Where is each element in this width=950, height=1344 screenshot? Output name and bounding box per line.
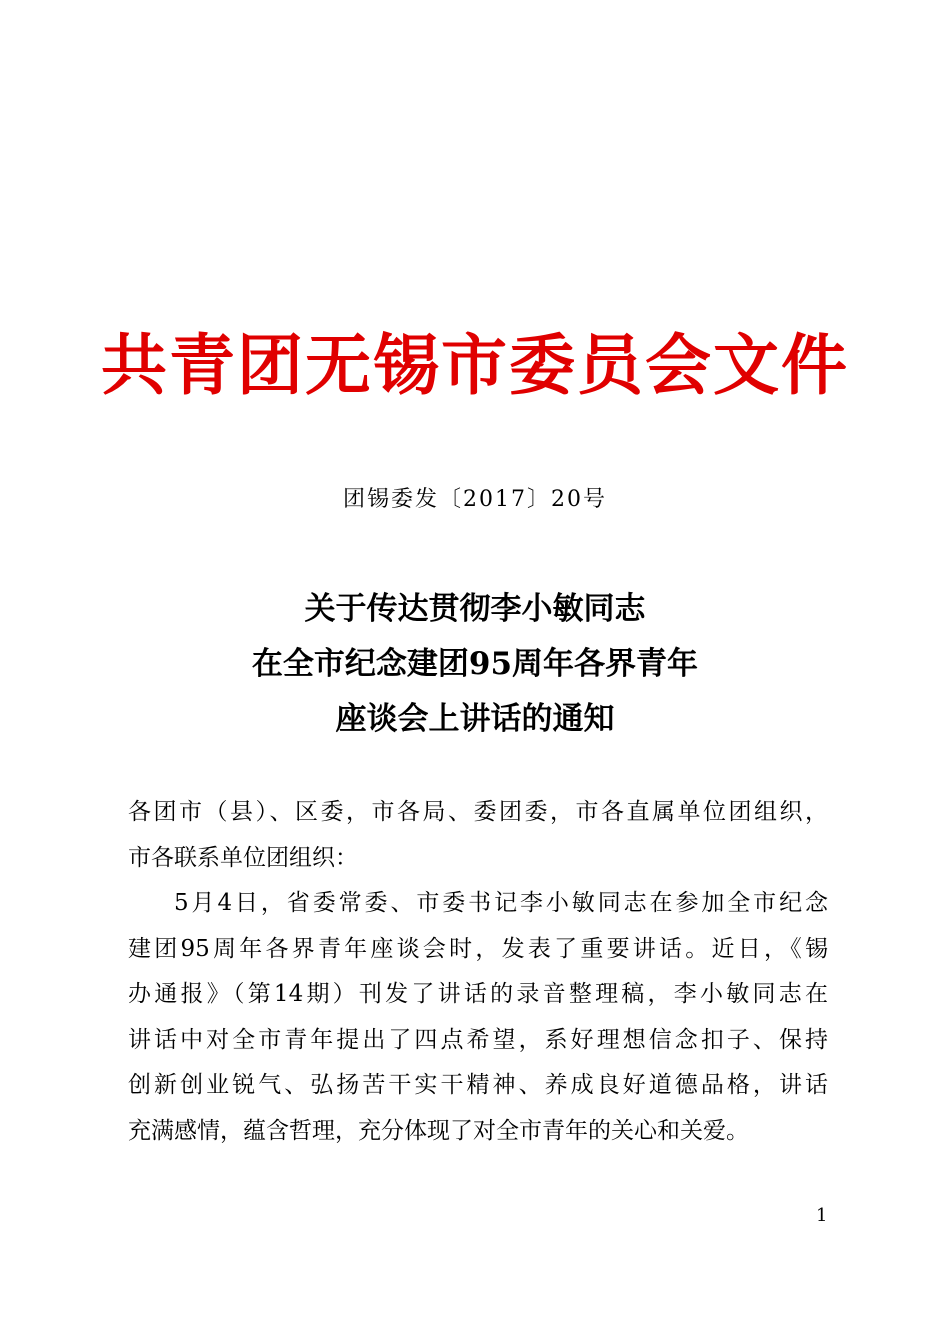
salutation-line: 各团市（县）、区委，市各局、委团委，市各直属单位团组织，: [128, 799, 828, 825]
page-number: 1: [816, 1205, 828, 1226]
paragraph-line: 5月4日，省委常委、市委书记李小敏同志在参加全市纪念: [174, 890, 828, 916]
salutation-line: 市各联系单位团组织：: [128, 844, 358, 871]
document-number: 团锡委发〔2017〕20号: [343, 487, 607, 512]
paragraph-line: 创新创业锐气、弘扬苦干实干精神、养成良好道德品格，讲话: [128, 1072, 828, 1098]
paragraph-line: 建团95周年各界青年座谈会时，发表了重要讲话。近日，《锡: [128, 935, 828, 962]
document-title: [0, 582, 950, 747]
paragraph-line: 讲话中对全市青年提出了四点希望，系好理想信念扣子、保持: [128, 1026, 828, 1053]
document-header-title: 共青团无锡市委员会文件: [101, 326, 849, 404]
document-body: [128, 790, 828, 1154]
paragraph-line: 充满感情，蕴含哲理，充分体现了对全市青年的关心和关爱。: [128, 1117, 749, 1144]
document-title-line: 在全市纪念建团95周年各界青年: [251, 646, 699, 682]
document-title-line: 座谈会上讲话的通知: [335, 701, 615, 737]
paragraph-line: 办通报》（第14期）刊发了讲话的录音整理稿，李小敏同志在: [128, 981, 828, 1007]
document-title-line: 关于传达贯彻李小敏同志: [304, 591, 646, 627]
